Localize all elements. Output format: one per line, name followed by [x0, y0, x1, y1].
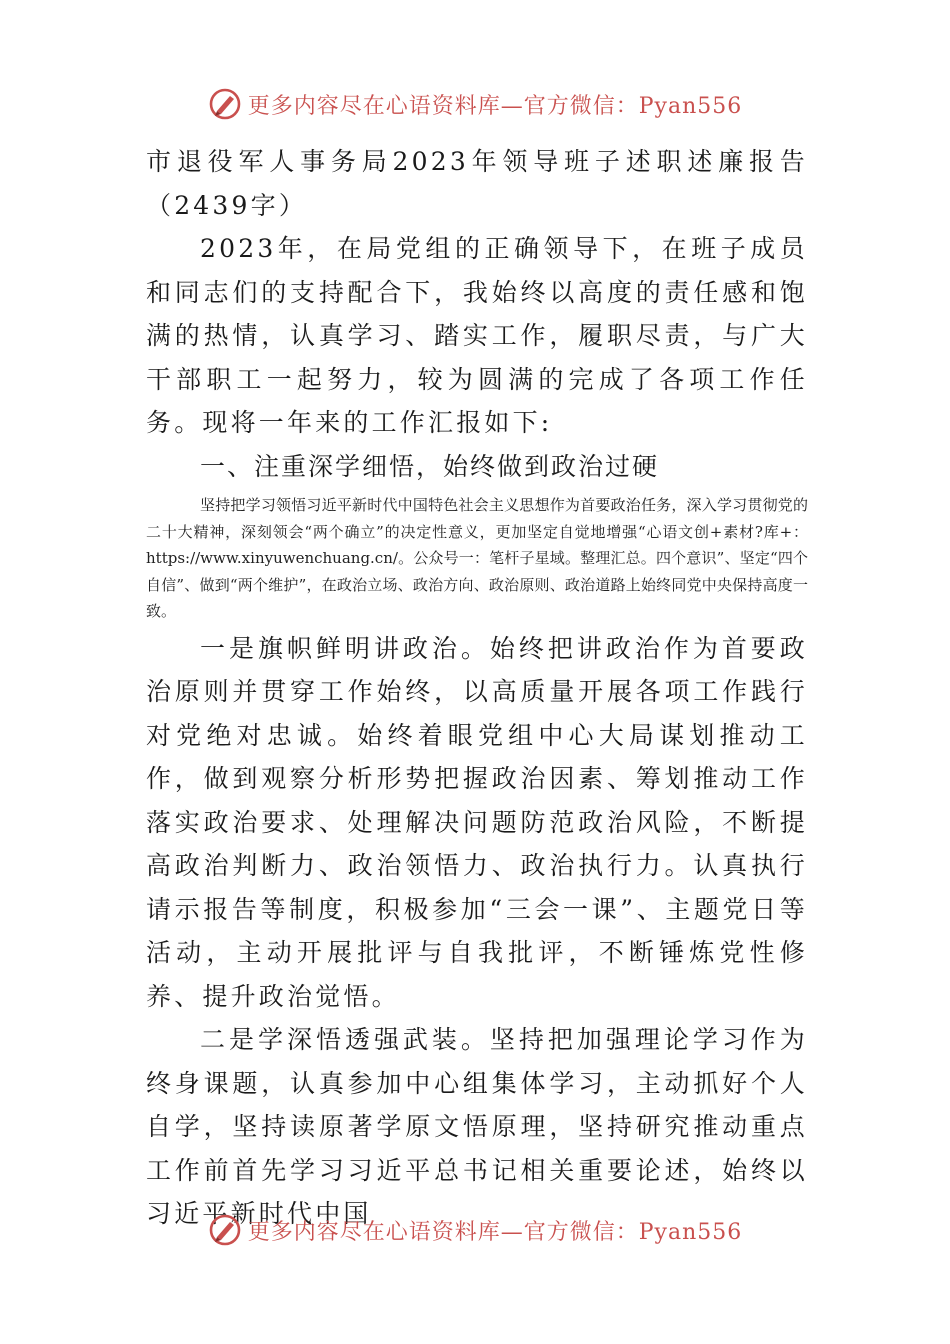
document-title: 市退役军人事务局2023年领导班子述职述廉报告（2439字） [146, 147, 808, 220]
pen-logo-icon [208, 87, 242, 121]
paragraph-study: 二是学深悟透强武装。坚持把加强理论学习作为终身课题，认真参加中心组集体学习，主动抓好个人自学，坚持读原著学原文悟原理，坚持研究推动重点工作前首先学习习近平总书记相关重要论述，始终以习近平新时代中国 [146, 1025, 808, 1228]
pen-logo-icon [208, 1213, 242, 1247]
header-watermark-banner [0, 84, 950, 124]
document-body [146, 140, 808, 1236]
footer-watermark-banner [0, 1210, 950, 1250]
banner-text: 更多内容尽在心语资料库—官方微信：Pyan556 [247, 93, 743, 119]
banner-text: 更多内容尽在心语资料库—官方微信：Pyan556 [247, 1219, 743, 1245]
section-heading-1: 一、注重深学细悟，始终做到政治过硬 [200, 451, 660, 481]
small-inserted-paragraph: 坚持把学习领悟习近平新时代中国特色社会主义思想作为首要政治任务，深入学习贯彻党的二十大精神，深刻领会“两个确立”的决定性意义，更加坚定自觉地增强“心语文创+素材?库+：https://www.xinyuwenchuang.cn/。公众号一：笔杆子星域。整理汇总。四个意识”、坚定“四个自信”、做到“两个维护”，在政治立场、政治方向、政治原则、政治道路上始终同党中央保持高度一致。 [146, 496, 808, 620]
paragraph-political: 一是旗帜鲜明讲政治。始终把讲政治作为首要政治原则并贯穿工作始终，以高质量开展各项工作践行对党绝对忠诚。始终着眼党组中心大局谋划推动工作，做到观察分析形势把握政治因素、筹划推动工作落实政治要求、处理解决问题防范政治风险，不断提高政治判断力、政治领悟力、政治执行力。认真执行请示报告等制度，积极参加“三会一课”、主题党日等活动，主动开展批评与自我批评，不断锤炼党性修养、提升政治觉悟。 [146, 633, 808, 1011]
intro-paragraph: 2023年，在局党组的正确领导下，在班子成员和同志们的支持配合下，我始终以高度的责任感和饱满的热情，认真学习、踏实工作，履职尽责，与广大干部职工一起努力，较为圆满的完成了各项工作任务。现将一年来的工作汇报如下: [146, 234, 808, 437]
